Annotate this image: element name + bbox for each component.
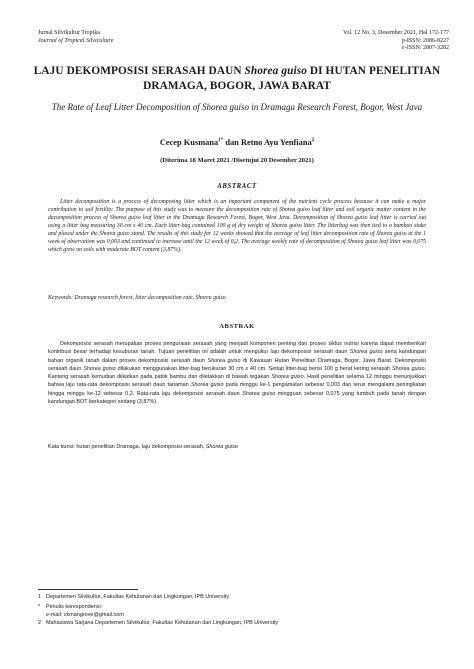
title-part-1: LAJU DEKOMPOSISI SERASAH DAUN (33, 65, 245, 77)
journal-name-english: Journal of Tropical Silviculture (38, 37, 114, 44)
abstrak-seg-5: . Kantong serasah kemudian diikatkan pada patok bambu dan diletakkan di bawah tegakan (48, 365, 426, 380)
footnote-2-mark: 2 (38, 620, 42, 626)
abstrak-species: Shorea guiso (242, 390, 276, 397)
p-issn: p-ISSN: 2086-8227 (401, 37, 449, 44)
footnote-1-text: Departemen Silvikultur, Fakultas Kehutanan dan Lingkungan, IPB University (46, 594, 230, 600)
author-2-mark: 2 (311, 138, 315, 143)
abstrak-species: Shorea guiso (271, 374, 304, 380)
kata-kunci (48, 443, 426, 451)
footnote-corresponding (38, 604, 438, 612)
footnote-1 (38, 594, 438, 602)
author-connector: dan (223, 137, 241, 147)
journal-header-right (343, 30, 449, 53)
authors (40, 136, 434, 148)
journal-name: Jurnal Silvikultur Tropika (38, 30, 101, 36)
abstrak-seg-2: serta kandungan bahan organik tanah dalam proses dekomposisi serasah daun (48, 349, 426, 364)
footnote-corresponding-text: Penulis korespondensi: (46, 604, 103, 610)
abstract-text: Litter decomposition is a process of decomposing litter which is an important component of the nutrient cycle process because it can make a major contribution to soil fertility. The purpose of this study was to measure the decomposition rate of Shorea guiso leaf litter and soil organic matter content in the decomposition process of Shorea guiso leaf litter in the Dramaga Research Forest, Bogor, West Java. Decomposition of Shorea guiso leaf litter is carried out using a litter bag measuring 30 cm x 40 cm. Each litter-bag contained 100 g of dry weight of Shorea guiso litter. The litterbag was then tied to a bamboo stake and placed under the Shorea guiso stand. The results of this study for 12 weeks showed that the average of leaf litter decomposition rate of Shorea guiso at the 1 week of observation was 0,003 and continued to increase until the 12 week of 0,2. The average weekly rate of decomposition of Shorea guiso leaf litter was 0,075 which grew on soils with moderate BOT content (3,87%). (48, 199, 426, 254)
abstrak-seg-1: Dekomposisi serasah merupakan proses penguraian serasah yang menjadi komponen penting dari proses siklus nutrisi karena dapat memberikan kontribusi besar terhadap kesuburan tanah. Tujuan penelitian ini adalah untuk mengukur laju dekomposisi serasah daun (48, 341, 426, 356)
abstrak-species: Shorea guiso (349, 349, 383, 356)
title-species: Shorea guiso (244, 65, 307, 77)
journal-header-left (38, 30, 113, 45)
abstract-heading: ABSTRACT (217, 183, 257, 190)
abstrak-seg-6: . Hasil penelitian selama 12 minggu menunjukkan bahwa laju rata-rata dekomposisi serasah daun tanaman (48, 374, 426, 389)
footnote-corresponding-mark: * (38, 604, 41, 610)
abstrak-species: Shorea guiso (190, 382, 224, 389)
footnote-1-mark: 1 (38, 594, 42, 600)
e-issn: e-ISSN: 2807-3282 (402, 45, 449, 52)
paper-subtitle-english: The Rate of Leaf Litter Decomposition of Shorea guiso in Dramaga Research Forest, Bogor, West Java (51, 102, 423, 112)
paper-title (30, 64, 444, 93)
abstrak-species: Shorea guiso (83, 365, 116, 372)
footnote-email: e-mail: ckmangrove@gmail.com (46, 612, 124, 618)
title-part-2: DI HUTAN PENELITIAN DRAMAGA, BOGOR, JAWA BARAT (143, 65, 441, 92)
footnote-rule (38, 589, 138, 590)
abstrak-seg-4: dilakukan menggunakan litter-bag berukuran 30 cm x 40 cm. Setiap litter-bag berisi 100 g berat kering serasah (115, 365, 393, 372)
abstrak-seg-7: pada minggu ke-1 pengamatan sebesar 0,003 dan terus mengalami peningkatan hingga minggu ke-12 sebesar 0,2. Rata-rata laju dekomposisi serasah daun (48, 382, 427, 397)
footnote-2-text: Mahasiswa Sarjana Departemen Silvikultur, Fakultas Kehutanan dan Lingkungan, IPB University (46, 620, 279, 626)
abstrak-seg-3: di Kawasan Hutan Penelitian Dramaga, Bogor, Jawa Barat. Dekomposisi serasah daun (48, 357, 426, 372)
abstrak-seg-8: mingguan sebesar 0,075 yang tumbuh pada tanah dengan kandungan BOT berkategori sedang (3,87%). (48, 390, 426, 405)
footnote-2 (38, 620, 438, 628)
abstrak-text (48, 340, 426, 406)
kata-kunci-text: Kata kunci: hutan penelitian Dramaga, laju dekomposisi serasah, (48, 444, 206, 450)
abstrak-species: Shorea guiso (207, 357, 241, 364)
author-2: Retno Ayu Yenfiana (240, 137, 312, 147)
kata-kunci-species: Shorea guiso (205, 444, 238, 450)
abstrak-species: Shorea guiso (392, 365, 425, 372)
abstrak-heading: ABSTRAK (219, 323, 255, 330)
author-1-mark: 1* (218, 138, 224, 143)
keywords: Keywords: Dramaga research forest, litter decomposition rate, Shorea guiso (48, 295, 226, 301)
volume-info: Vol. 12 No. 3, Desember 2021, Hal 172-177 (342, 30, 449, 36)
author-1: Cecep Kusmana (159, 137, 219, 147)
received-accepted-dates: (Diterima 18 Maret 2021 /Disetujui 20 Desember 2021) (160, 157, 314, 164)
